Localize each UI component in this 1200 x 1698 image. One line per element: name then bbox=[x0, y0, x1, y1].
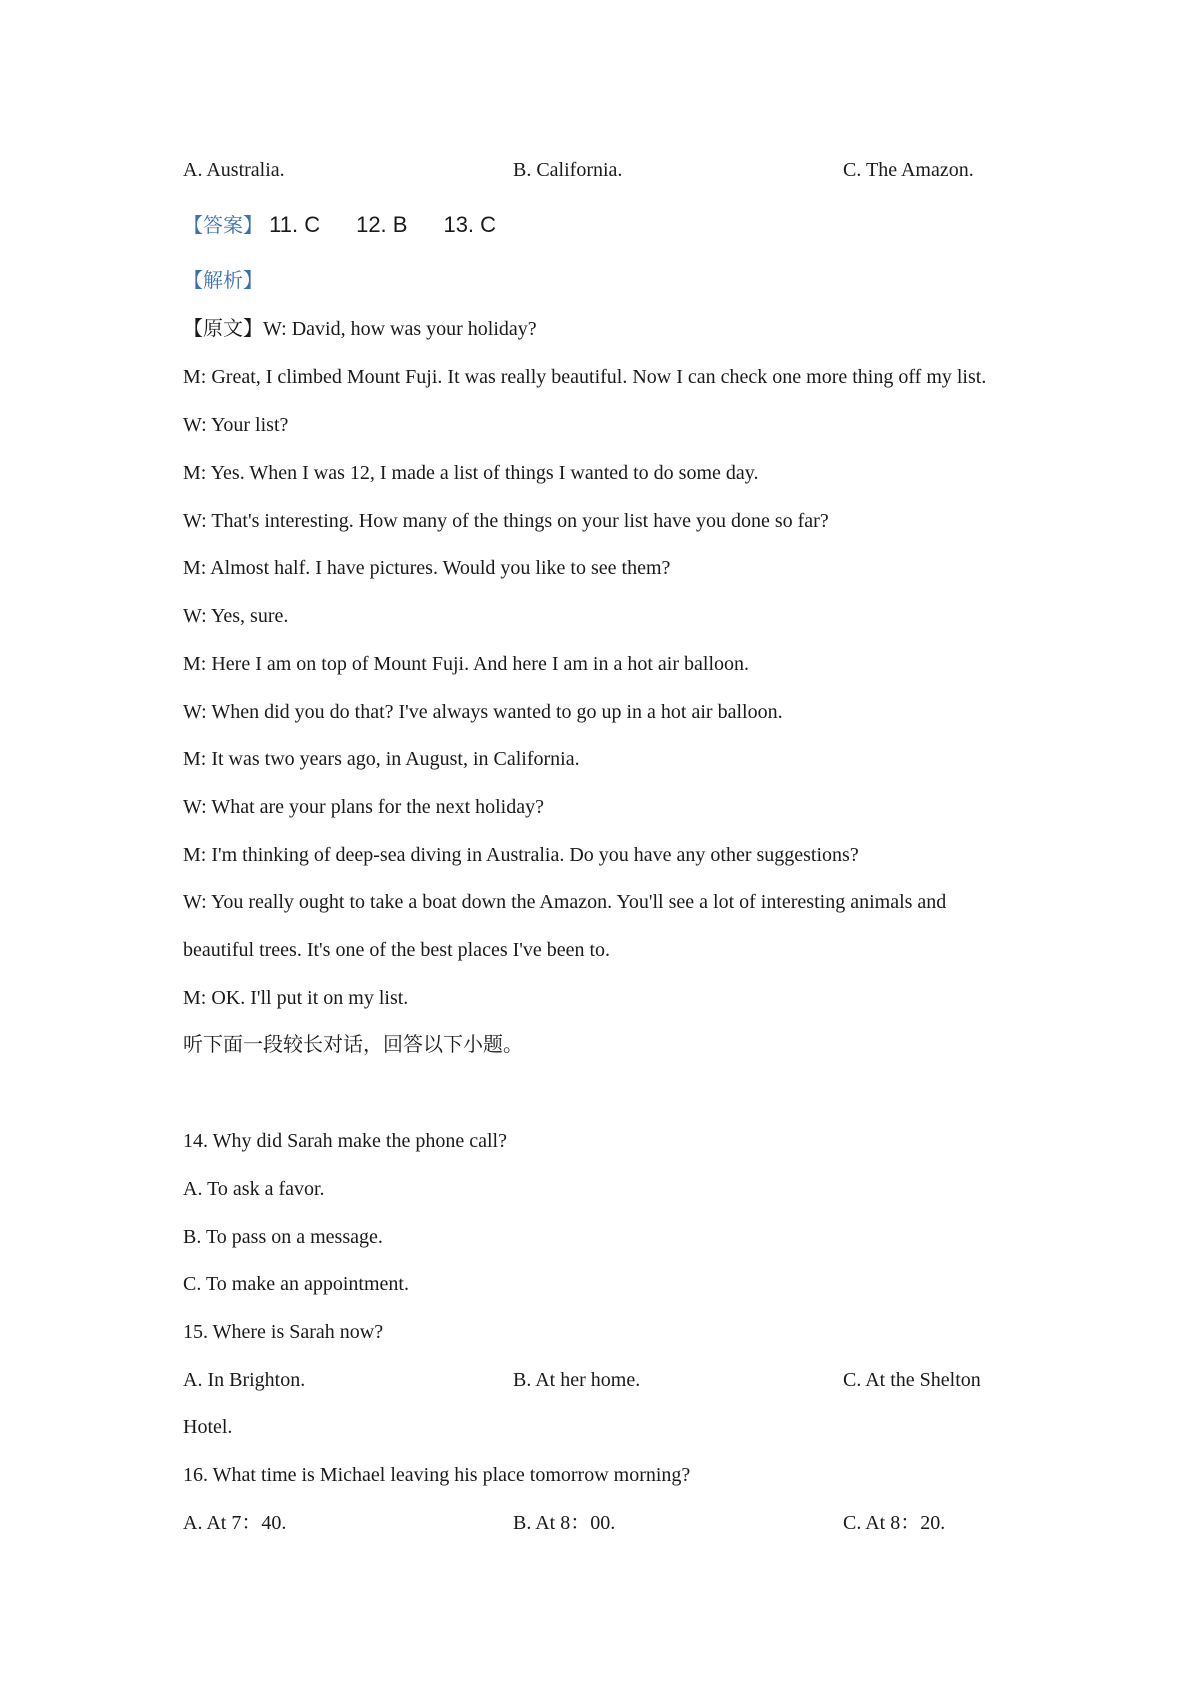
q14-option-c: C. To make an appointment. bbox=[183, 1273, 409, 1295]
transcript-line: W: That's interesting. How many of the things on your list have you done so far? bbox=[183, 510, 829, 532]
transcript-line: W: You really ought to take a boat down the Amazon. You'll see a lot of interesting animals and bbox=[183, 891, 947, 913]
transcript-line: M: Almost half. I have pictures. Would you like to see them? bbox=[183, 557, 671, 579]
transcript-line: beautiful trees. It's one of the best places I've been to. bbox=[183, 939, 611, 961]
analysis-label: 【解析】 bbox=[183, 270, 263, 292]
q16-option-a: A. At 7：40. bbox=[183, 1512, 287, 1534]
transcript-line: M: It was two years ago, in August, in California. bbox=[183, 748, 580, 770]
q16-option-b: B. At 8：00. bbox=[513, 1512, 616, 1534]
transcript-line: W: David, how was your holiday? bbox=[263, 318, 537, 340]
transcript-line: M: I'm thinking of deep-sea diving in Australia. Do you have any other suggestions? bbox=[183, 844, 859, 866]
q14-option-a: A. To ask a favor. bbox=[183, 1178, 325, 1200]
q15-option-a: A. In Brighton. bbox=[183, 1369, 306, 1391]
transcript-first-line bbox=[183, 316, 537, 342]
q16-option-c: C. At 8：20. bbox=[843, 1512, 946, 1534]
q13-option-a: A. Australia. bbox=[183, 159, 285, 181]
q16-question: 16. What time is Michael leaving his place tomorrow morning? bbox=[183, 1464, 691, 1486]
transcript-line: W: Your list? bbox=[183, 414, 289, 436]
q14-question: 14. Why did Sarah make the phone call? bbox=[183, 1130, 507, 1152]
answer-12: 12. B bbox=[356, 212, 408, 237]
answer-line bbox=[183, 212, 532, 239]
answer-label: 【答案】 bbox=[183, 215, 263, 237]
q15-option-b: B. At her home. bbox=[513, 1369, 641, 1391]
transcript-line: W: When did you do that? I've always wanted to go up in a hot air balloon. bbox=[183, 701, 783, 723]
transcript-line: M: OK. I'll put it on my list. bbox=[183, 987, 409, 1009]
answer-11: 11. C bbox=[269, 212, 321, 237]
transcript-line: W: Yes, sure. bbox=[183, 605, 289, 627]
transcript-line: M: Great, I climbed Mount Fuji. It was really beautiful. Now I can check one more thing off my list. bbox=[183, 366, 987, 388]
section-instruction: 听下面一段较长对话，回答以下小题。 bbox=[183, 1034, 523, 1056]
q15-option-c: C. At the Shelton bbox=[843, 1369, 981, 1391]
q15-option-c-wrap: Hotel. bbox=[183, 1416, 233, 1438]
answer-13: 13. C bbox=[443, 212, 497, 237]
transcript-line: M: Yes. When I was 12, I made a list of things I wanted to do some day. bbox=[183, 462, 759, 484]
q15-question: 15. Where is Sarah now? bbox=[183, 1321, 384, 1343]
q14-option-b: B. To pass on a message. bbox=[183, 1226, 383, 1248]
transcript-line: M: Here I am on top of Mount Fuji. And here I am in a hot air balloon. bbox=[183, 653, 750, 675]
transcript-label: 【原文】 bbox=[183, 318, 263, 340]
q13-option-b: B. California. bbox=[513, 159, 623, 181]
q13-option-c: C. The Amazon. bbox=[843, 159, 974, 181]
transcript-line: W: What are your plans for the next holiday? bbox=[183, 796, 544, 818]
